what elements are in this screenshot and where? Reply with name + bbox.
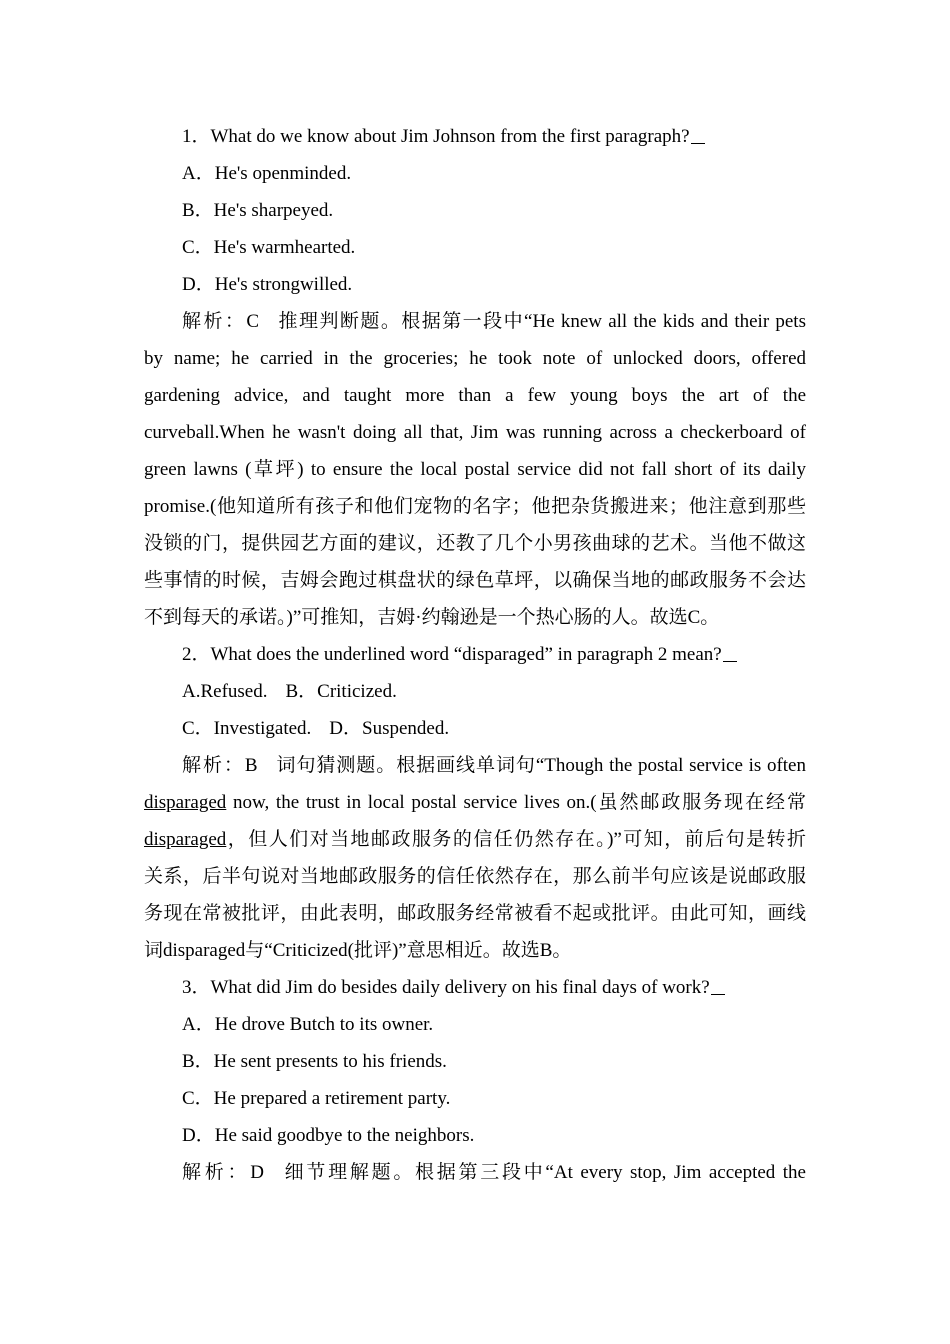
q2-analysis-line: disparaged now, the trust in local postal service lives on.(虽然邮政服务现在经常: [144, 792, 806, 813]
q1-analysis-line: 些事情的时候，吉姆会跑过棋盘状的绿色草坪，以确保当地的邮政服务不会达: [144, 570, 806, 591]
q1-option-b: B．He's sharpeyed.: [182, 200, 334, 221]
q1-option-d: D．He's strongwilled.: [182, 274, 353, 295]
q2-analysis-line: 关系，后半句说对当地邮政服务的信任依然存在，那么前半句应该是说邮政服: [144, 866, 806, 887]
q1-analysis-line: 不到每天的承诺。)”可推知，吉姆·约翰逊是一个热心肠的人。故选C。: [144, 607, 720, 628]
answer-blank: [691, 125, 705, 144]
q1-option-c: C．He's warmhearted.: [182, 237, 356, 258]
underlined-word: disparaged: [144, 829, 227, 850]
q1-analysis-line: promise.(他知道所有孩子和他们宠物的名字；他把杂货搬进来；他注意到那些: [144, 496, 806, 517]
q1-option-a: A．He's openminded.: [182, 163, 352, 184]
answer-blank: [711, 976, 725, 995]
question-1: 1．What do we know about Jim Johnson from the first paragraph?: [144, 118, 806, 155]
underlined-word: disparaged: [144, 792, 227, 813]
answer-blank: [723, 643, 737, 662]
q2-analysis-line: 词disparaged与“Criticized(批评)”意思相近。故选B。: [144, 940, 572, 961]
q3-analysis-line: 解析：D 细节理解题。根据第三段中“At every stop, Jim accepted the: [182, 1162, 806, 1183]
q3-option-b: B．He sent presents to his friends.: [182, 1051, 447, 1072]
q1-analysis-line: green lawns (草坪) to ensure the local postal service did not fall short of its daily: [144, 459, 806, 480]
question-3: 3．What did Jim do besides daily delivery on his final days of work?: [144, 969, 806, 1006]
q1-analysis-line: by name; he carried in the groceries; he took note of unlocked doors, offered: [144, 348, 806, 369]
q2-options-cd: C．Investigated. D．Suspended.: [182, 718, 450, 739]
q1-analysis-line: 没锁的门，提供园艺方面的建议，还教了几个小男孩曲球的艺术。当他不做这: [144, 533, 806, 554]
q2-options-ab: A.Refused. B．Criticized.: [182, 681, 397, 702]
q2-analysis-line: 解析：B 词句猜测题。根据画线单词句“Though the postal service is often: [182, 755, 806, 776]
q3-option-a: A．He drove Butch to its owner.: [182, 1014, 434, 1035]
q2-analysis-line: disparaged，但人们对当地邮政服务的信任仍然存在。)”可知，前后句是转折: [144, 829, 806, 850]
q1-analysis-line: curveball.When he wasn't doing all that, Jim was running across a checkerboard of: [144, 422, 806, 443]
q3-option-d: D．He said goodbye to the neighbors.: [182, 1125, 475, 1146]
q1-analysis-line: 解析：C 推理判断题。根据第一段中“He knew all the kids and their pets: [182, 311, 806, 332]
document-page: [144, 118, 806, 1191]
question-2: 2．What does the underlined word “disparaged” in paragraph 2 mean?: [144, 636, 806, 673]
q1-analysis-line: gardening advice, and taught more than a few young boys the art of the: [144, 385, 806, 406]
q2-analysis-line: 务现在常被批评，由此表明，邮政服务经常被看不起或批评。由此可知，画线: [144, 903, 806, 924]
q3-option-c: C．He prepared a retirement party.: [182, 1088, 451, 1109]
